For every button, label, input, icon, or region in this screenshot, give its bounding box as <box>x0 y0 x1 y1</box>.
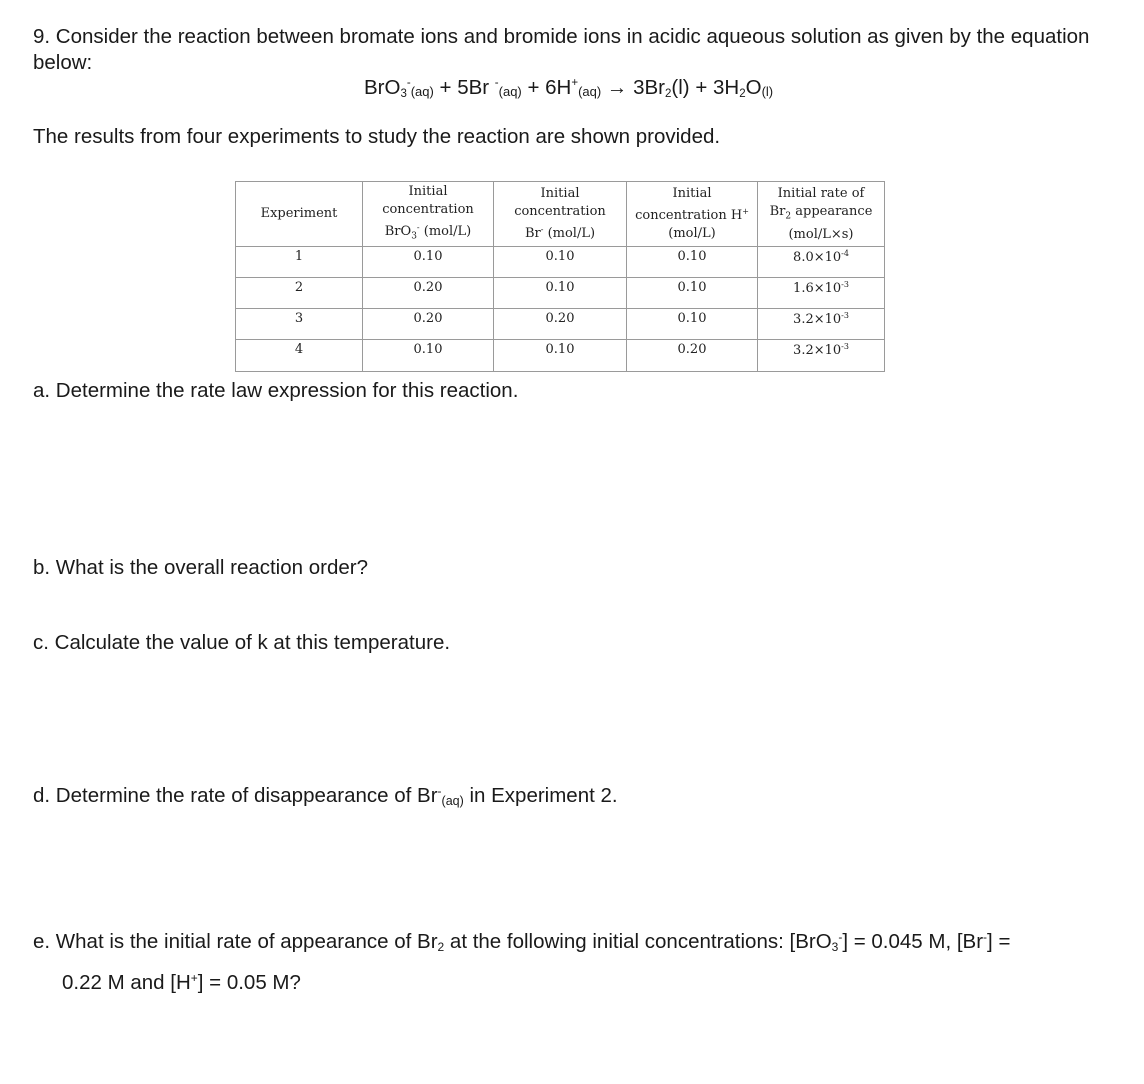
cell-hydrogen: 0.20 <box>627 339 758 371</box>
cell-bromate: 0.10 <box>363 339 494 371</box>
cell-rate: $3.2\times 10^{-3}$ <box>758 308 885 339</box>
part-e-question: e. What is the initial rate of appearance of $Br_2$ at the following initial concentrations: [BrO$_3$-] = 0.045 M, [Br-] = 0.22 M and [H+] = 0.05 M? <box>33 930 1011 994</box>
intro-text: The results from four experiments to study the reaction are shown provided. <box>33 125 721 148</box>
cell-rate: $1.6\times 10^{-3}$ <box>758 277 885 308</box>
cell-rate: $8.0\times 10^{-4}$ <box>758 246 885 277</box>
cell-bromate: 0.20 <box>363 277 494 308</box>
table-row <box>236 277 885 308</box>
reaction-equation: BrO$_3$-(aq) + 5Br $^-(aq) + 6H^+(aq) \to 3Br_2(l) + 3H_2O(l)$ <box>364 76 774 100</box>
cell-bromate: 0.10 <box>363 246 494 277</box>
header-hydrogen-concentration: Initial concentration H+ (mol/L) <box>627 182 758 247</box>
table-row <box>236 339 885 371</box>
cell-hydrogen: 0.10 <box>627 246 758 277</box>
header-experiment: Experiment <box>236 182 363 247</box>
table-row <box>236 308 885 339</box>
part-a-question: a. Determine the rate law expression for this reaction. <box>33 379 519 402</box>
cell-bromide: 0.10 <box>494 277 627 308</box>
cell-hydrogen: 0.10 <box>627 308 758 339</box>
cell-experiment: 1 <box>236 246 363 277</box>
cell-experiment: 4 <box>236 339 363 371</box>
cell-experiment: 3 <box>236 308 363 339</box>
table-row <box>236 246 885 277</box>
cell-bromide: 0.10 <box>494 339 627 371</box>
cell-bromate: 0.20 <box>363 308 494 339</box>
part-c-question: c. Calculate the value of k at this temperature. <box>33 631 451 654</box>
cell-hydrogen: 0.10 <box>627 277 758 308</box>
header-bromide-concentration: Initial concentration Br- (mol/L) <box>494 182 627 247</box>
header-bromate-concentration: Initial concentration BrO$_3$- (mol/L) <box>363 182 494 247</box>
cell-rate: $3.2\times 10^{-3}$ <box>758 339 885 371</box>
cell-bromide: 0.10 <box>494 246 627 277</box>
header-initial-rate: Initial rate of $Br_2$ appearance (mol/L×s) <box>758 182 885 247</box>
cell-bromide: 0.20 <box>494 308 627 339</box>
cell-experiment: 2 <box>236 277 363 308</box>
experiment-data-table <box>235 181 885 372</box>
part-b-question: b. What is the overall reaction order? <box>33 556 368 579</box>
table-header-row <box>236 182 885 247</box>
part-d-question: d. Determine the rate of disappearance of $Br^-_{(aq)}$ in Experiment 2. <box>33 784 618 808</box>
question-title: 9. Consider the reaction between bromate ions and bromide ions in acidic aqueous solution as given by the equation below: <box>33 25 1090 74</box>
